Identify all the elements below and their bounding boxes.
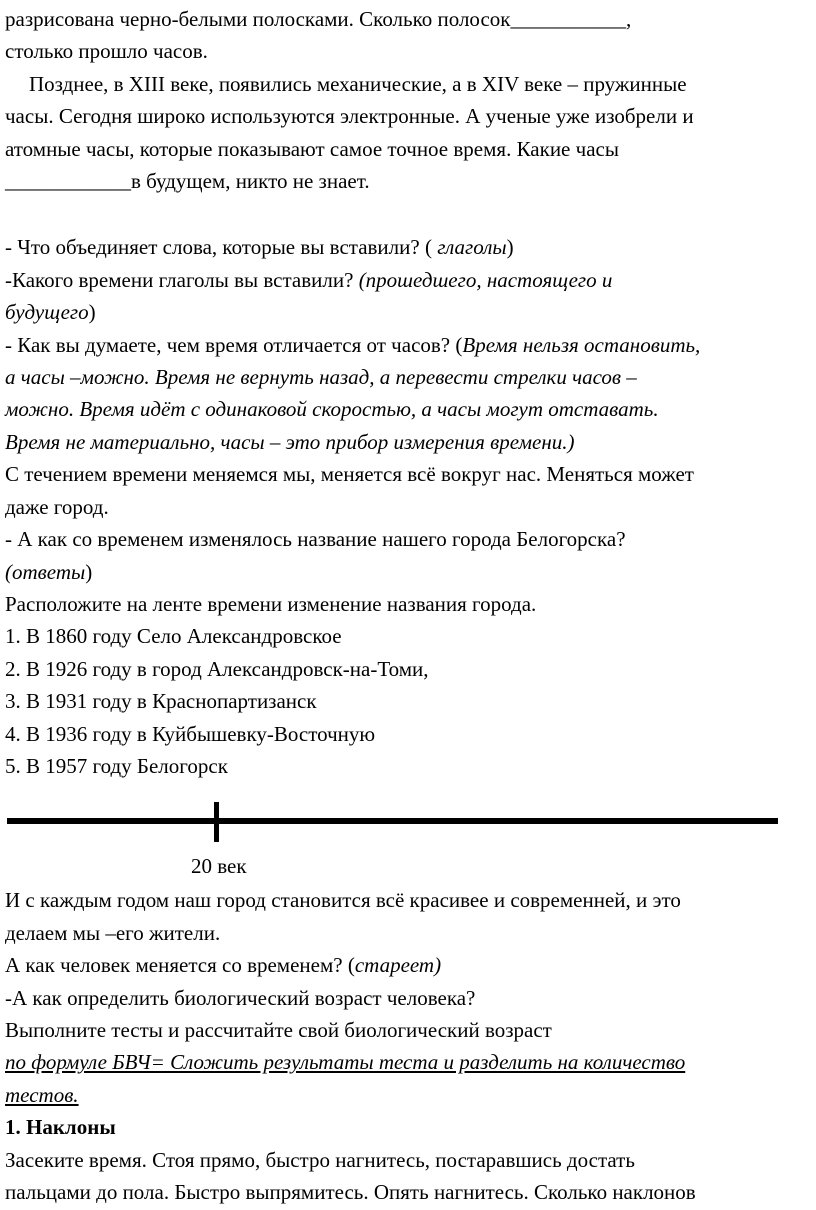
text-line: атомные часы, которые показывают самое точное время. Какие часы bbox=[5, 136, 619, 161]
formula-line: тестов. bbox=[5, 1082, 79, 1107]
answer-line: а часы –можно. Время не вернуть назад, а перевести стрелки часов – bbox=[5, 365, 637, 390]
question-2: -Какого времени глаголы вы вставили? (прошедшего, настоящего и bbox=[5, 267, 613, 292]
text-line: И с каждым годом наш город становится всё красивее и современней, и это bbox=[5, 888, 681, 913]
list-item: 3. В 1931 году в Краснопартизанск bbox=[5, 689, 317, 714]
text-line: разрисована черно-белыми полосками. Сколько полосок___________, bbox=[5, 7, 632, 31]
spacer bbox=[5, 197, 813, 231]
answer-line: Время не материально, часы – это прибор измерения времени.) bbox=[5, 429, 575, 454]
city-answer: (ответы) bbox=[5, 559, 93, 584]
list-item: 2. В 1926 году в город Александровск-на-Томи, bbox=[5, 656, 429, 681]
list-item: 1. В 1860 году Село Александровское bbox=[5, 624, 342, 649]
question-line: -А как определить биологический возраст человека? bbox=[5, 985, 476, 1010]
question-2-cont: будущего) bbox=[5, 300, 96, 325]
answer-line: можно. Время идёт с одинаковой скоростью, а часы могут отставать. bbox=[5, 397, 659, 422]
formula-line: по формуле БВЧ= Сложить результаты теста и разделить на количество bbox=[5, 1050, 686, 1075]
question-line: А как человек меняется со временем? (стареет) bbox=[5, 953, 442, 978]
task-line: Выполните тесты и рассчитайте свой биологический возраст bbox=[5, 1017, 552, 1042]
city-question: - А как со временем изменялось название нашего города Белогорска? bbox=[5, 527, 626, 552]
text-line: даже город. bbox=[5, 494, 109, 519]
text-line: делаем мы –его жители. bbox=[5, 920, 221, 945]
timeline-line bbox=[7, 818, 778, 824]
text-line: Засеките время. Стоя прямо, быстро нагнитесь, постаравшись достать bbox=[5, 1147, 635, 1172]
question-1: - Что объединяет слова, которые вы вставили? ( глаголы) bbox=[5, 235, 514, 260]
text-line: ____________в будущем, никто не знает. bbox=[5, 169, 370, 194]
list-item: 4. В 1936 году в Куйбышевку-Восточную bbox=[5, 721, 376, 746]
task-line: Расположите на ленте времени изменение названия города. bbox=[5, 591, 537, 616]
document-page bbox=[5, 3, 813, 1208]
text-line: пальцами до пола. Быстро выпрямитесь. Опять нагнитесь. Сколько наклонов bbox=[5, 1180, 696, 1204]
text-line: часы. Сегодня широко используются электронные. А ученые уже изобрели и bbox=[5, 104, 694, 129]
text-line: С течением времени меняемся мы, меняется всё вокруг нас. Меняться может bbox=[5, 462, 694, 487]
question-3: - Как вы думаете, чем время отличается от часов? (Время нельзя остановить, bbox=[5, 332, 701, 357]
test-heading: 1. Наклоны bbox=[5, 1115, 116, 1140]
text-line: столько прошло часов. bbox=[5, 39, 208, 64]
timeline bbox=[5, 788, 813, 884]
text-line: Позднее, в XIII веке, появились механические, а в XIV веке – пружинные bbox=[29, 71, 687, 96]
list-item: 5. В 1957 году Белогорск bbox=[5, 753, 228, 778]
timeline-label: 20 век bbox=[191, 854, 247, 879]
timeline-tick bbox=[214, 802, 219, 842]
